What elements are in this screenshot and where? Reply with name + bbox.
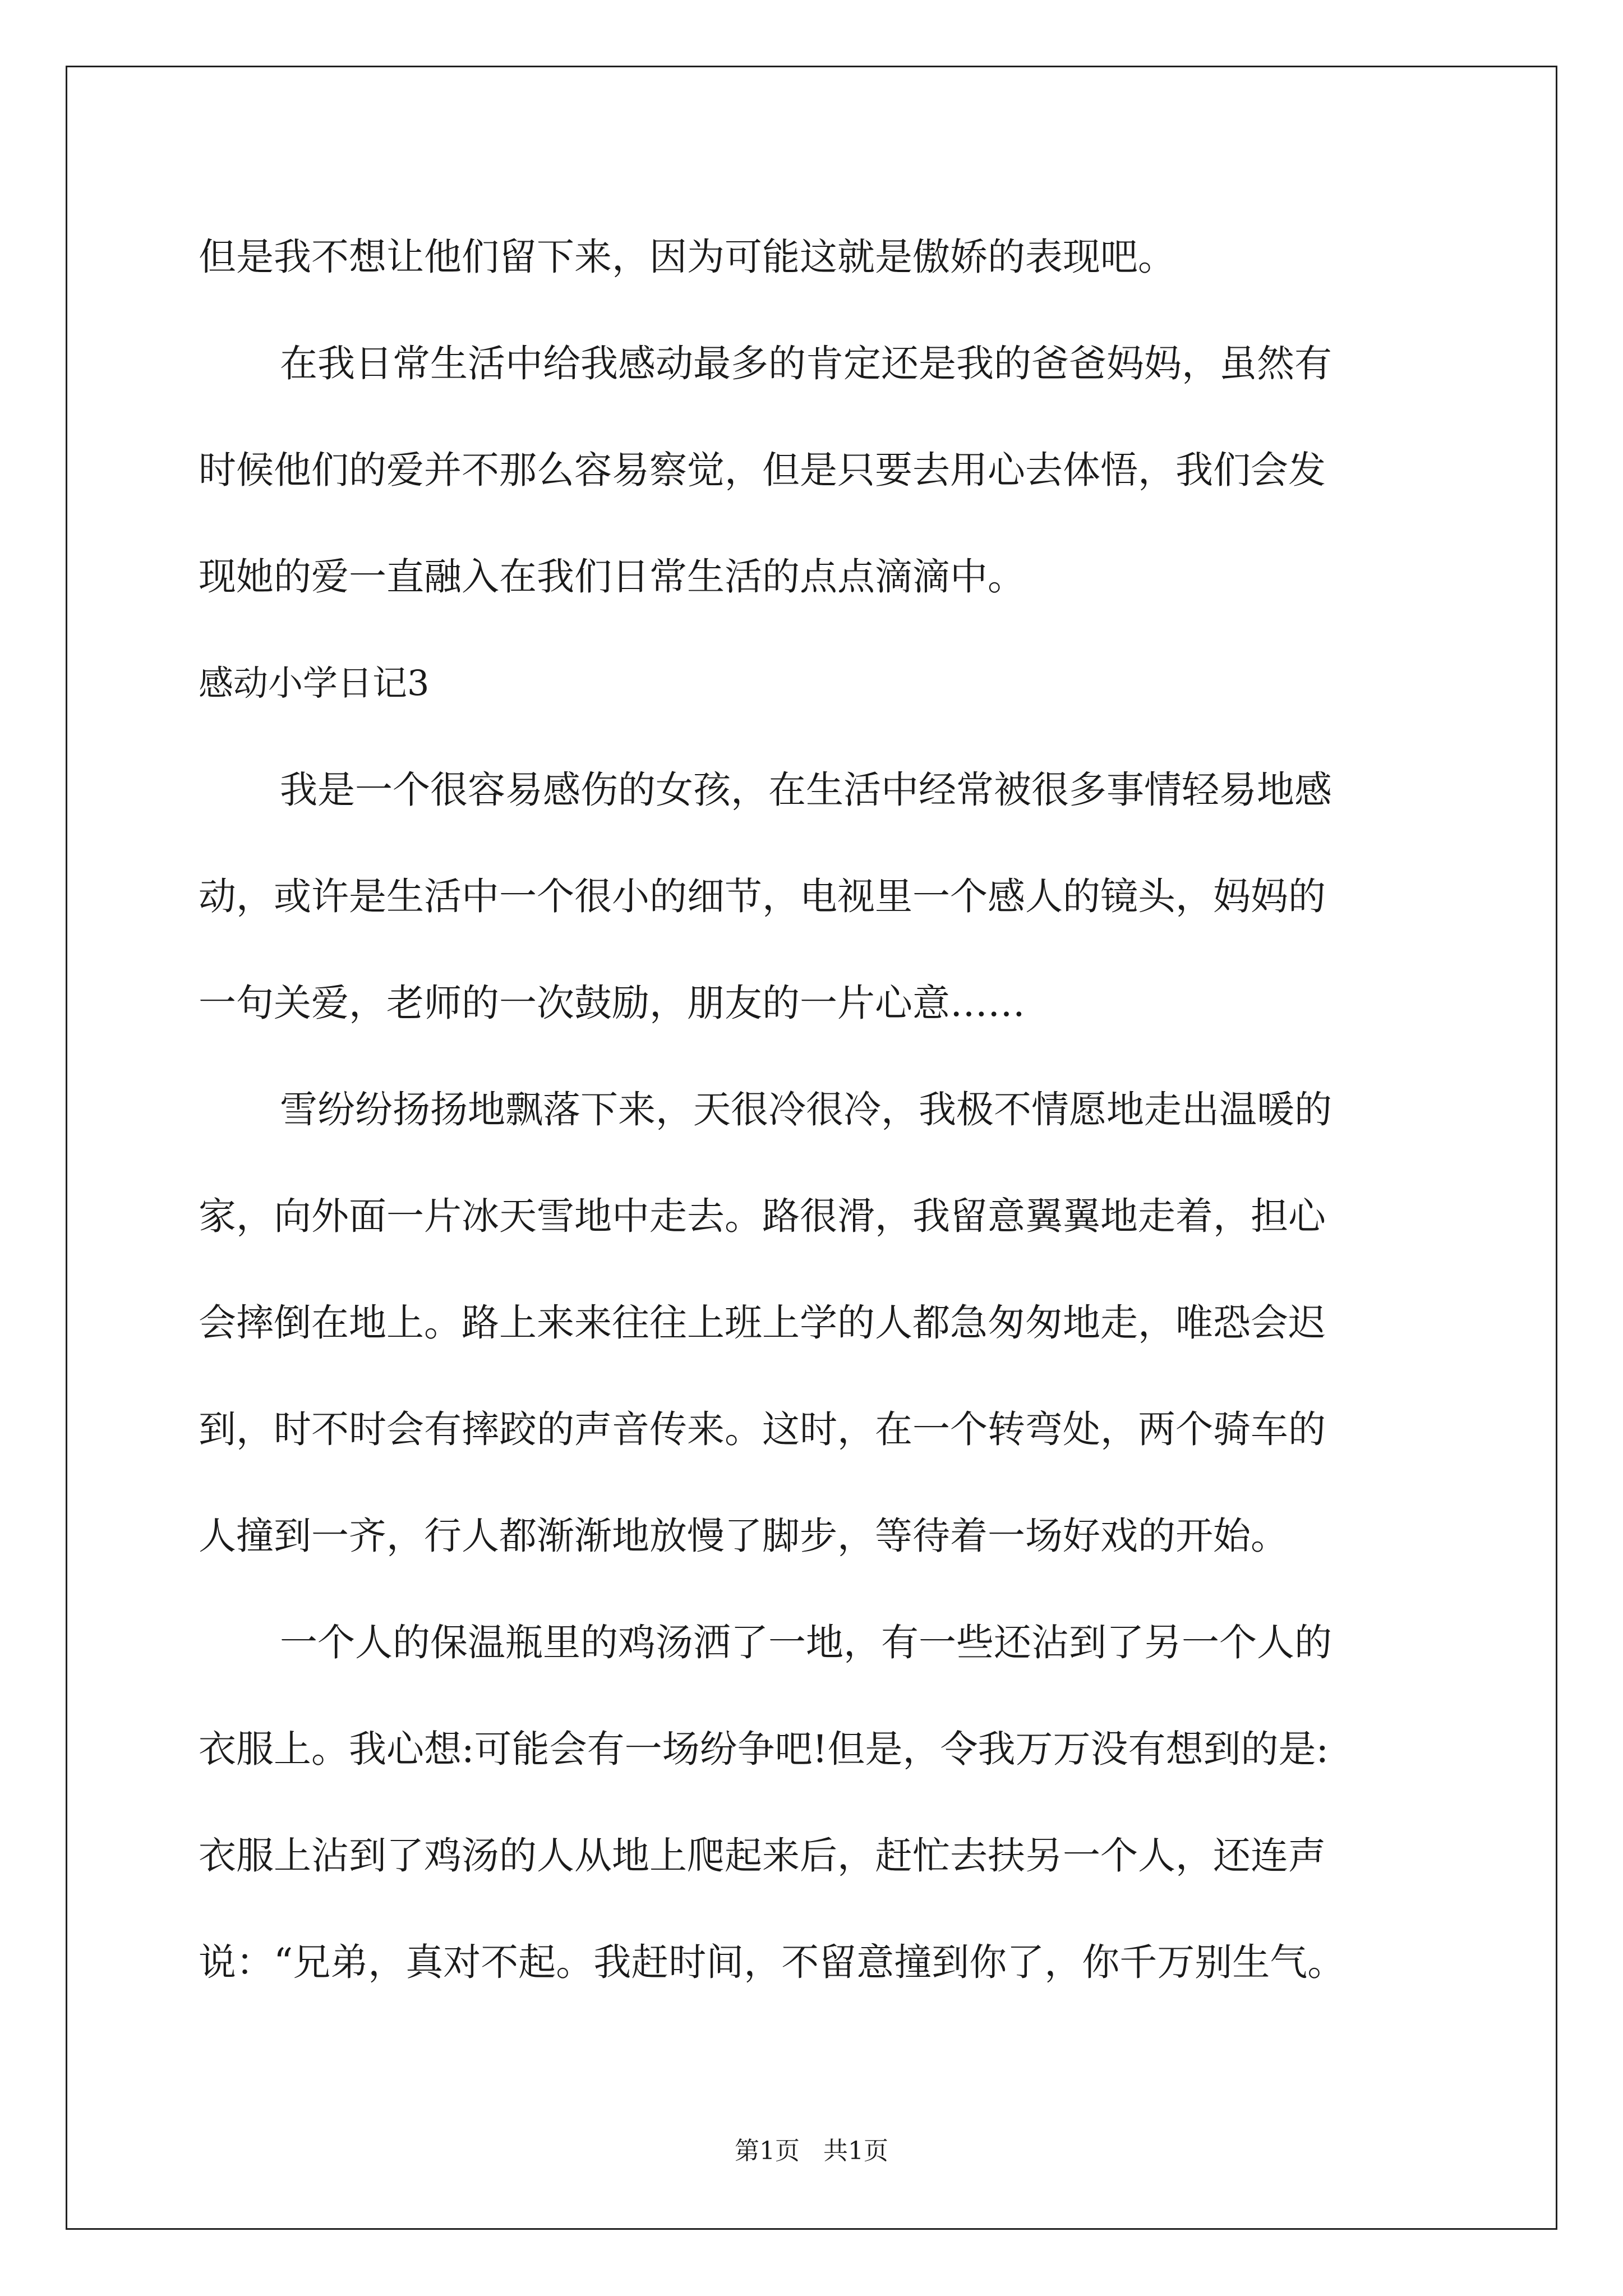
paragraph-first-line: 在我日常生活中给我感动最多的肯定还是我的爸爸妈妈，虽然有	[280, 342, 1332, 385]
text-line: 会摔倒在地上。路上来来往往上班上学的人都急匆匆地走，唯恐会迟	[199, 1301, 1326, 1345]
text-line: 衣服上沾到了鸡汤的人从地上爬起来后，赶忙去扶另一个人，还连声	[199, 1834, 1326, 1878]
paragraph-first-line: 雪纷纷扬扬地飘落下来，天很冷很冷，我极不情愿地走出温暖的	[280, 1088, 1332, 1131]
text-line: 衣服上。我心想:可能会有一场纷争吧!但是，令我万万没有想到的是:	[199, 1727, 1329, 1771]
text-line: 人撞到一齐，行人都渐渐地放慢了脚步，等待着一场好戏的开始。	[199, 1514, 1288, 1558]
text-line: 说：“兄弟，真对不起。我赶时间，不留意撞到你了，你千万别生气。	[199, 1940, 1345, 1984]
text-line: 时候他们的爱并不那么容易察觉，但是只要去用心去体悟，我们会发	[199, 448, 1326, 492]
text-line: 家，向外面一片冰天雪地中走去。路很滑，我留意翼翼地走着，担心	[199, 1194, 1326, 1238]
section-title: 感动小学日记3	[199, 662, 430, 703]
page-number: 第1页 共1页	[735, 2137, 888, 2165]
paragraph-first-line: 我是一个很容易感伤的女孩，在生活中经常被很多事情轻易地感	[280, 768, 1332, 812]
paragraph-first-line: 一个人的保温瓶里的鸡汤洒了一地，有一些还沾到了另一个人的	[280, 1621, 1332, 1664]
text-line: 动，或许是生活中一个很小的细节，电视里一个感人的镜头，妈妈的	[199, 875, 1326, 918]
text-line: 但是我不想让他们留下来，因为可能这就是傲娇的表现吧。	[199, 235, 1175, 279]
text-line: 一句关爱，老师的一次鼓励，朋友的一片心意……	[199, 981, 1025, 1025]
text-line: 到，时不时会有摔跤的声音传来。这时，在一个转弯处，两个骑车的	[199, 1407, 1326, 1451]
text-line: 现她的爱一直融入在我们日常生活的点点滴滴中。	[199, 555, 1025, 599]
document-body	[199, 204, 1421, 2016]
